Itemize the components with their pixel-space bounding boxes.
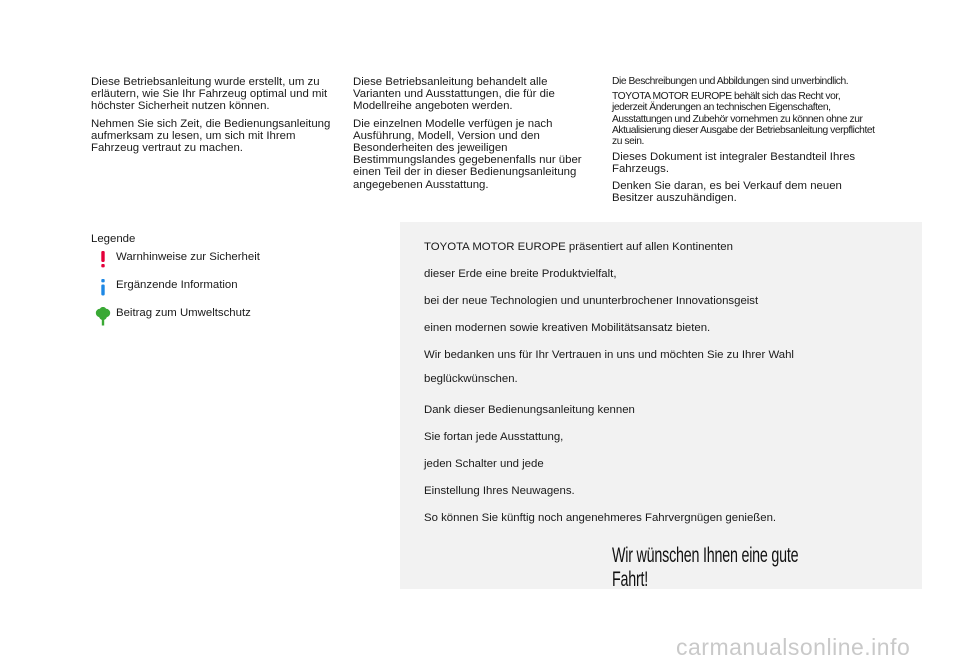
watermark-text: carmanualsonline.info <box>676 634 911 660</box>
intro-column-3 <box>612 76 877 208</box>
legend-label: Warnhinweise zur Sicherheit <box>116 251 260 263</box>
farewell-heading: Wir wünschen Ihnen eine gute Fahrt! <box>612 544 799 591</box>
legend-item-info <box>91 279 351 307</box>
welcome-line: Wir bedanken uns für Ihr Vertrauen in uns und möchten Sie zu Ihrer Wahl <box>424 349 794 361</box>
disclaimer-paragraph: Die Beschreibungen und Abbildungen sind unverbindlich. <box>612 76 849 87</box>
paragraph: Diese Betriebsanleitung behandelt alle Varianten und Ausstattungen, die für die Modellreihe angeboten werden. <box>353 76 555 113</box>
warning-exclamation-icon <box>95 251 111 269</box>
legend-item-environment <box>91 307 351 335</box>
paragraph: Diese Betriebsanleitung wurde erstellt, um zu erläutern, wie Sie Ihr Fahrzeug optimal und mit höchster Sicherheit nutzen können. <box>91 76 328 113</box>
welcome-line: einen modernen sowie kreativen Mobilitätsansatz bieten. <box>424 322 711 334</box>
welcome-line: Einstellung Ihres Neuwagens. <box>424 485 575 497</box>
disclaimer-paragraph: TOYOTA MOTOR EUROPE behält sich das Recht vor, jederzeit Änderungen an technischen Eigenschaften, Ausstattungen und Zubehör vornehmen zu können ohne zur Aktualisierung dieser Ausgabe der Betriebsanleitung verpflichtet zu sein. <box>612 91 875 148</box>
welcome-panel <box>400 222 922 589</box>
legend-label: Beitrag zum Umweltschutz <box>116 307 251 319</box>
welcome-text <box>424 241 904 539</box>
welcome-line: bei der neue Technologien und ununterbrochener Innovationsgeist <box>424 295 759 307</box>
welcome-line: dieser Erde eine breite Produktvielfalt, <box>424 268 617 280</box>
welcome-line: jeden Schalter und jede <box>424 458 544 470</box>
legend-item-warning <box>91 251 351 279</box>
welcome-line: Dank dieser Bedienungsanleitung kennen <box>424 404 635 416</box>
tree-leaf-icon <box>95 307 111 325</box>
welcome-line: So können Sie künftig noch angenehmeres Fahrvergnügen genießen. <box>424 512 777 524</box>
paragraph: Nehmen Sie sich Zeit, die Bedienungsanleitung aufmerksam zu lesen, um sich mit Ihrem Fahrzeug vertraut zu machen. <box>91 117 331 155</box>
intro-column-1 <box>91 76 341 159</box>
paragraph: Denken Sie daran, es bei Verkauf dem neuen Besitzer auszuhändigen. <box>612 179 842 204</box>
welcome-line: beglückwünschen. <box>424 373 518 385</box>
info-i-icon <box>95 279 111 297</box>
intro-column-2 <box>353 76 598 196</box>
welcome-line: Sie fortan jede Ausstattung, <box>424 431 564 443</box>
paragraph: Die einzelnen Modelle verfügen je nach Ausführung, Modell, Version und den Besonderheiten des jeweiligen Bestimmungslandes gegebenenfalls nur über einen Teil der in dieser Bedienungsanleitung angegebenen Ausstattung. <box>353 117 582 191</box>
welcome-line: TOYOTA MOTOR EUROPE präsentiert auf allen Kontinenten <box>424 241 733 253</box>
legend <box>91 233 351 335</box>
legend-title: Legende <box>91 233 136 245</box>
legend-label: Ergänzende Information <box>116 279 238 291</box>
paragraph: Dieses Dokument ist integraler Bestandteil Ihres Fahrzeugs. <box>612 151 856 176</box>
